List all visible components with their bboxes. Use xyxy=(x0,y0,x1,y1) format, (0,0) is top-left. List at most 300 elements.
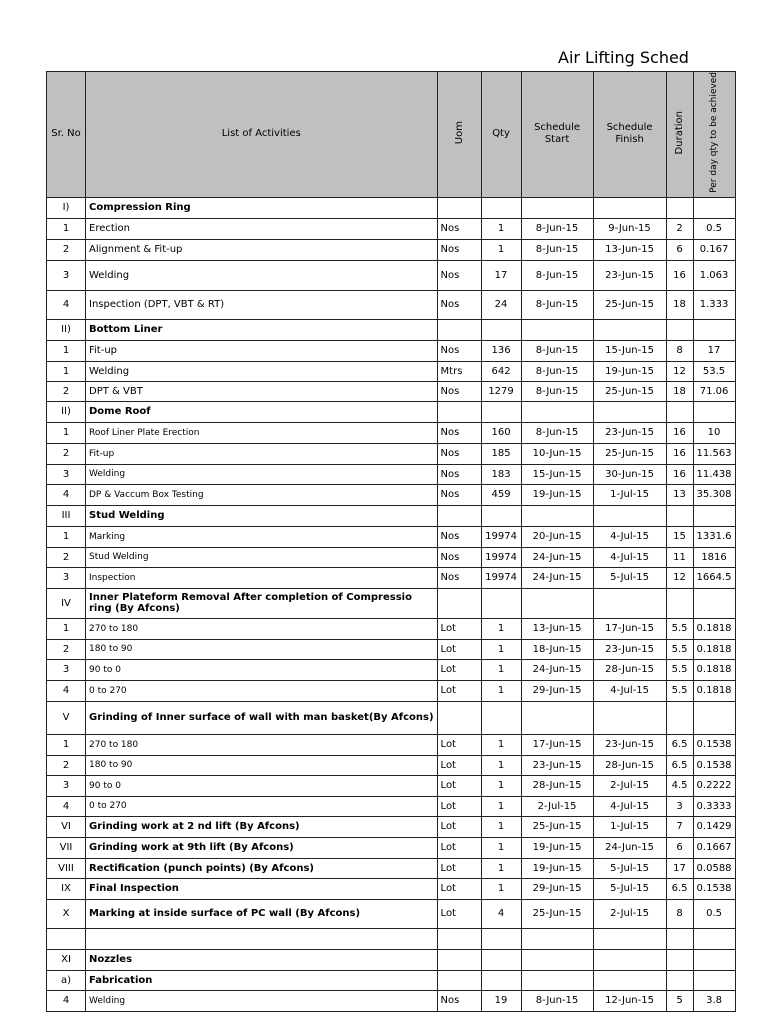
uom-cell: Nos xyxy=(437,567,481,588)
sr-no-cell: 1 xyxy=(47,218,86,239)
table-row xyxy=(47,422,736,443)
per-day-cell: 0.1818 xyxy=(693,680,735,701)
duration-cell xyxy=(666,401,693,422)
sr-no-cell: 1 xyxy=(47,422,86,443)
finish-cell xyxy=(593,949,666,970)
finish-cell: 12-Jun-15 xyxy=(593,990,666,1011)
sr-no-cell: 1 xyxy=(47,340,86,361)
sr-no-cell: 1 xyxy=(47,361,86,381)
section-row xyxy=(47,816,736,837)
table-row xyxy=(47,618,736,639)
table-row xyxy=(47,775,736,796)
qty-cell: 1 xyxy=(481,680,521,701)
table-row xyxy=(47,484,736,505)
finish-cell: 24-Jun-15 xyxy=(593,837,666,858)
per-day-cell: 0.1538 xyxy=(693,878,735,899)
section-row xyxy=(47,505,736,526)
uom-cell: Lot xyxy=(437,796,481,816)
start-cell: 8-Jun-15 xyxy=(521,340,593,361)
finish-cell: 5-Jul-15 xyxy=(593,567,666,588)
per-day-cell xyxy=(693,701,735,734)
activity-cell: Fit-up xyxy=(86,340,438,361)
uom-cell: Lot xyxy=(437,775,481,796)
start-cell: 8-Jun-15 xyxy=(521,381,593,401)
finish-cell: 25-Jun-15 xyxy=(593,381,666,401)
table-row xyxy=(47,361,736,381)
per-day-cell: 0.1538 xyxy=(693,755,735,775)
activity-cell: Rectification (punch points) (By Afcons) xyxy=(86,858,438,878)
activity-cell: Inner Plateform Removal After completion of Compressio ring (By Afcons) xyxy=(86,588,438,618)
activity-cell: Grinding of Inner surface of wall with man basket(By Afcons) xyxy=(86,701,438,734)
start-cell: 24-Jun-15 xyxy=(521,659,593,680)
start-cell: 28-Jun-15 xyxy=(521,775,593,796)
sr-no-cell: 1 xyxy=(47,734,86,755)
uom-cell: Lot xyxy=(437,899,481,928)
activity-cell: Marking at inside surface of PC wall (By Afcons) xyxy=(86,899,438,928)
activity-cell: Grinding work at 9th lift (By Afcons) xyxy=(86,837,438,858)
qty-cell: 642 xyxy=(481,361,521,381)
qty-cell xyxy=(481,505,521,526)
sr-no-cell: 3 xyxy=(47,260,86,290)
sr-no-cell: 2 xyxy=(47,443,86,464)
section-row xyxy=(47,858,736,878)
qty-cell: 24 xyxy=(481,290,521,319)
finish-cell: 5-Jul-15 xyxy=(593,878,666,899)
table-row xyxy=(47,443,736,464)
per-day-cell xyxy=(693,401,735,422)
finish-cell: 5-Jul-15 xyxy=(593,858,666,878)
uom-cell: Nos xyxy=(437,340,481,361)
duration-cell: 16 xyxy=(666,422,693,443)
start-cell: 18-Jun-15 xyxy=(521,639,593,659)
start-cell: 19-Jun-15 xyxy=(521,837,593,858)
activity-cell: 0 to 270 xyxy=(86,796,438,816)
qty-cell: 1 xyxy=(481,639,521,659)
start-cell: 24-Jun-15 xyxy=(521,567,593,588)
start-cell: 8-Jun-15 xyxy=(521,290,593,319)
sr-no-cell: V xyxy=(47,701,86,734)
finish-cell: 4-Jul-15 xyxy=(593,526,666,547)
duration-cell: 6.5 xyxy=(666,734,693,755)
finish-cell xyxy=(593,401,666,422)
uom-cell xyxy=(437,701,481,734)
duration-cell: 5.5 xyxy=(666,680,693,701)
finish-cell: 23-Jun-15 xyxy=(593,260,666,290)
finish-cell: 17-Jun-15 xyxy=(593,618,666,639)
per-day-cell: 0.1429 xyxy=(693,816,735,837)
qty-cell: 1279 xyxy=(481,381,521,401)
uom-cell: Nos xyxy=(437,443,481,464)
finish-cell: 2-Jul-15 xyxy=(593,899,666,928)
qty-cell: 17 xyxy=(481,260,521,290)
table-row xyxy=(47,239,736,260)
header-duration xyxy=(666,72,693,198)
qty-cell xyxy=(481,319,521,340)
per-day-cell: 17 xyxy=(693,340,735,361)
table-row xyxy=(47,755,736,775)
start-cell: 29-Jun-15 xyxy=(521,878,593,899)
duration-cell: 13 xyxy=(666,484,693,505)
finish-cell: 4-Jul-15 xyxy=(593,547,666,567)
table-row xyxy=(47,260,736,290)
start-cell: 24-Jun-15 xyxy=(521,547,593,567)
uom-cell xyxy=(437,970,481,990)
per-day-cell: 0.5 xyxy=(693,899,735,928)
activity-cell: Alignment & Fit-up xyxy=(86,239,438,260)
duration-cell xyxy=(666,970,693,990)
start-cell: 25-Jun-15 xyxy=(521,816,593,837)
sr-no-cell: 3 xyxy=(47,567,86,588)
qty-cell xyxy=(481,701,521,734)
activity-cell: 0 to 270 xyxy=(86,680,438,701)
duration-cell: 11 xyxy=(666,547,693,567)
activity-cell: Roof Liner Plate Erection xyxy=(86,422,438,443)
duration-cell: 5.5 xyxy=(666,639,693,659)
qty-cell: 19974 xyxy=(481,526,521,547)
start-cell xyxy=(521,949,593,970)
start-cell xyxy=(521,401,593,422)
duration-cell xyxy=(666,505,693,526)
per-day-cell: 1664.5 xyxy=(693,567,735,588)
uom-cell xyxy=(437,505,481,526)
activity-cell: 180 to 90 xyxy=(86,639,438,659)
per-day-cell: 0.0588 xyxy=(693,858,735,878)
uom-cell xyxy=(437,928,481,949)
duration-cell: 5.5 xyxy=(666,618,693,639)
table-row xyxy=(47,734,736,755)
duration-cell: 17 xyxy=(666,858,693,878)
activity-cell: Welding xyxy=(86,990,438,1011)
uom-cell: Mtrs xyxy=(437,361,481,381)
finish-cell xyxy=(593,505,666,526)
finish-cell: 1-Jul-15 xyxy=(593,816,666,837)
uom-cell xyxy=(437,949,481,970)
section-row xyxy=(47,878,736,899)
uom-cell: Nos xyxy=(437,290,481,319)
start-cell xyxy=(521,505,593,526)
duration-cell: 6 xyxy=(666,239,693,260)
finish-cell: 25-Jun-15 xyxy=(593,443,666,464)
section-row xyxy=(47,949,736,970)
uom-cell xyxy=(437,319,481,340)
finish-cell xyxy=(593,319,666,340)
start-cell: 17-Jun-15 xyxy=(521,734,593,755)
uom-cell: Lot xyxy=(437,618,481,639)
qty-cell: 1 xyxy=(481,796,521,816)
uom-cell xyxy=(437,197,481,218)
table-row xyxy=(47,290,736,319)
start-cell: 8-Jun-15 xyxy=(521,239,593,260)
table-row xyxy=(47,218,736,239)
sr-no-cell: IV xyxy=(47,588,86,618)
table-row xyxy=(47,381,736,401)
duration-cell: 18 xyxy=(666,290,693,319)
table-row xyxy=(47,928,736,949)
finish-cell: 4-Jul-15 xyxy=(593,680,666,701)
per-day-cell: 0.1818 xyxy=(693,659,735,680)
start-cell xyxy=(521,928,593,949)
sr-no-cell: III xyxy=(47,505,86,526)
sr-no-cell: a) xyxy=(47,970,86,990)
duration-cell xyxy=(666,319,693,340)
activity-cell: Stud Welding xyxy=(86,547,438,567)
finish-cell: 23-Jun-15 xyxy=(593,734,666,755)
sr-no-cell: I) xyxy=(47,197,86,218)
table-row xyxy=(47,464,736,484)
finish-cell: 23-Jun-15 xyxy=(593,639,666,659)
duration-cell: 12 xyxy=(666,361,693,381)
sr-no-cell: 1 xyxy=(47,526,86,547)
activity-cell: Welding xyxy=(86,361,438,381)
activity-cell: Bottom Liner xyxy=(86,319,438,340)
qty-cell: 19974 xyxy=(481,547,521,567)
per-day-cell xyxy=(693,588,735,618)
qty-cell: 1 xyxy=(481,218,521,239)
sr-no-cell: II) xyxy=(47,319,86,340)
finish-cell: 15-Jun-15 xyxy=(593,340,666,361)
qty-cell xyxy=(481,928,521,949)
qty-cell: 1 xyxy=(481,816,521,837)
finish-cell: 1-Jul-15 xyxy=(593,484,666,505)
qty-cell xyxy=(481,970,521,990)
uom-cell: Lot xyxy=(437,680,481,701)
sr-no-cell: 2 xyxy=(47,239,86,260)
duration-cell: 16 xyxy=(666,443,693,464)
uom-cell: Lot xyxy=(437,858,481,878)
qty-cell xyxy=(481,588,521,618)
start-cell xyxy=(521,197,593,218)
header-sr-no: Sr. No xyxy=(47,72,86,198)
per-day-cell: 35.308 xyxy=(693,484,735,505)
sr-no-cell: VIII xyxy=(47,858,86,878)
per-day-cell xyxy=(693,319,735,340)
qty-cell: 1 xyxy=(481,878,521,899)
finish-cell: 30-Jun-15 xyxy=(593,464,666,484)
activity-cell xyxy=(86,928,438,949)
table-row xyxy=(47,659,736,680)
per-day-cell: 71.06 xyxy=(693,381,735,401)
qty-cell: 459 xyxy=(481,484,521,505)
finish-cell: 28-Jun-15 xyxy=(593,755,666,775)
table-row xyxy=(47,526,736,547)
header-uom-label: Uom xyxy=(453,120,465,145)
per-day-cell: 1816 xyxy=(693,547,735,567)
start-cell: 10-Jun-15 xyxy=(521,443,593,464)
per-day-cell: 0.2222 xyxy=(693,775,735,796)
sr-no-cell: 3 xyxy=(47,775,86,796)
activity-cell: Welding xyxy=(86,464,438,484)
duration-cell: 5.5 xyxy=(666,659,693,680)
start-cell: 8-Jun-15 xyxy=(521,260,593,290)
start-cell xyxy=(521,970,593,990)
sr-no-cell: 4 xyxy=(47,680,86,701)
sr-no-cell: 1 xyxy=(47,618,86,639)
sr-no-cell: 4 xyxy=(47,290,86,319)
start-cell: 20-Jun-15 xyxy=(521,526,593,547)
sr-no-cell: IX xyxy=(47,878,86,899)
start-cell: 8-Jun-15 xyxy=(521,218,593,239)
duration-cell: 8 xyxy=(666,899,693,928)
duration-cell: 5 xyxy=(666,990,693,1011)
duration-cell: 7 xyxy=(666,816,693,837)
activity-cell: Dome Roof xyxy=(86,401,438,422)
per-day-cell: 3.8 xyxy=(693,990,735,1011)
uom-cell: Nos xyxy=(437,218,481,239)
section-row xyxy=(47,197,736,218)
qty-cell: 1 xyxy=(481,837,521,858)
per-day-cell: 53.5 xyxy=(693,361,735,381)
uom-cell: Nos xyxy=(437,464,481,484)
finish-cell: 23-Jun-15 xyxy=(593,422,666,443)
section-row xyxy=(47,899,736,928)
sr-no-cell: 2 xyxy=(47,755,86,775)
per-day-cell: 11.438 xyxy=(693,464,735,484)
qty-cell: 1 xyxy=(481,659,521,680)
activity-cell: Grinding work at 2 nd lift (By Afcons) xyxy=(86,816,438,837)
per-day-cell: 0.1667 xyxy=(693,837,735,858)
start-cell xyxy=(521,588,593,618)
finish-cell: 13-Jun-15 xyxy=(593,239,666,260)
activity-cell: Final Inspection xyxy=(86,878,438,899)
duration-cell: 6.5 xyxy=(666,878,693,899)
uom-cell: Nos xyxy=(437,422,481,443)
finish-cell: 2-Jul-15 xyxy=(593,775,666,796)
sr-no-cell: XI xyxy=(47,949,86,970)
sr-no-cell: 2 xyxy=(47,547,86,567)
start-cell xyxy=(521,701,593,734)
duration-cell xyxy=(666,588,693,618)
uom-cell: Nos xyxy=(437,381,481,401)
header-qty: Qty xyxy=(481,72,521,198)
qty-cell: 4 xyxy=(481,899,521,928)
activity-cell: Stud Welding xyxy=(86,505,438,526)
uom-cell: Nos xyxy=(437,239,481,260)
finish-cell xyxy=(593,928,666,949)
duration-cell: 6 xyxy=(666,837,693,858)
qty-cell: 1 xyxy=(481,618,521,639)
header-duration-label: Duration xyxy=(674,110,686,155)
per-day-cell xyxy=(693,505,735,526)
duration-cell xyxy=(666,928,693,949)
header-row xyxy=(47,72,736,198)
sr-no-cell: 2 xyxy=(47,381,86,401)
duration-cell: 15 xyxy=(666,526,693,547)
table-row xyxy=(47,547,736,567)
sr-no-cell: 4 xyxy=(47,990,86,1011)
uom-cell: Nos xyxy=(437,526,481,547)
finish-cell xyxy=(593,588,666,618)
start-cell: 8-Jun-15 xyxy=(521,422,593,443)
activity-cell: Nozzles xyxy=(86,949,438,970)
per-day-cell xyxy=(693,197,735,218)
activity-cell: 90 to 0 xyxy=(86,775,438,796)
finish-cell xyxy=(593,970,666,990)
uom-cell xyxy=(437,401,481,422)
qty-cell: 19 xyxy=(481,990,521,1011)
duration-cell xyxy=(666,197,693,218)
sr-no-cell: X xyxy=(47,899,86,928)
sr-no-cell: VI xyxy=(47,816,86,837)
uom-cell: Lot xyxy=(437,755,481,775)
header-uom xyxy=(437,72,481,198)
sr-no-cell: 3 xyxy=(47,659,86,680)
per-day-cell: 0.1538 xyxy=(693,734,735,755)
section-row xyxy=(47,970,736,990)
duration-cell: 16 xyxy=(666,260,693,290)
uom-cell: Lot xyxy=(437,639,481,659)
qty-cell: 1 xyxy=(481,858,521,878)
table-row xyxy=(47,639,736,659)
activity-cell: 180 to 90 xyxy=(86,755,438,775)
per-day-cell: 10 xyxy=(693,422,735,443)
finish-cell: 9-Jun-15 xyxy=(593,218,666,239)
qty-cell: 1 xyxy=(481,755,521,775)
section-row xyxy=(47,588,736,618)
duration-cell xyxy=(666,949,693,970)
qty-cell: 183 xyxy=(481,464,521,484)
per-day-cell: 1.333 xyxy=(693,290,735,319)
sr-no-cell: 2 xyxy=(47,639,86,659)
header-activities: List of Activities xyxy=(86,72,438,198)
qty-cell xyxy=(481,401,521,422)
qty-cell: 1 xyxy=(481,775,521,796)
start-cell: 19-Jun-15 xyxy=(521,484,593,505)
start-cell: 29-Jun-15 xyxy=(521,680,593,701)
uom-cell: Nos xyxy=(437,990,481,1011)
duration-cell: 3 xyxy=(666,796,693,816)
header-schedule-start: Schedule Start xyxy=(521,72,593,198)
finish-cell: 25-Jun-15 xyxy=(593,290,666,319)
duration-cell: 8 xyxy=(666,340,693,361)
duration-cell: 18 xyxy=(666,381,693,401)
qty-cell xyxy=(481,949,521,970)
uom-cell xyxy=(437,588,481,618)
sr-no-cell: 3 xyxy=(47,464,86,484)
activity-cell: Inspection xyxy=(86,567,438,588)
activity-cell: 270 to 180 xyxy=(86,734,438,755)
finish-cell: 28-Jun-15 xyxy=(593,659,666,680)
qty-cell: 19974 xyxy=(481,567,521,588)
duration-cell: 12 xyxy=(666,567,693,588)
table-row xyxy=(47,990,736,1011)
sr-no-cell: VII xyxy=(47,837,86,858)
qty-cell: 185 xyxy=(481,443,521,464)
finish-cell xyxy=(593,701,666,734)
header-per-day-label: Per day qty to be achieved xyxy=(708,72,719,193)
per-day-cell: 0.3333 xyxy=(693,796,735,816)
header-schedule-finish: Schedule Finish xyxy=(593,72,666,198)
activity-cell: 90 to 0 xyxy=(86,659,438,680)
per-day-cell: 0.1818 xyxy=(693,639,735,659)
section-row xyxy=(47,319,736,340)
qty-cell: 1 xyxy=(481,734,521,755)
activity-cell: 270 to 180 xyxy=(86,618,438,639)
table-row xyxy=(47,567,736,588)
table-row xyxy=(47,340,736,361)
activity-cell: Fit-up xyxy=(86,443,438,464)
start-cell: 8-Jun-15 xyxy=(521,361,593,381)
activity-cell: Marking xyxy=(86,526,438,547)
start-cell: 15-Jun-15 xyxy=(521,464,593,484)
duration-cell: 16 xyxy=(666,464,693,484)
uom-cell: Lot xyxy=(437,734,481,755)
per-day-cell: 1331.6 xyxy=(693,526,735,547)
start-cell: 25-Jun-15 xyxy=(521,899,593,928)
uom-cell: Lot xyxy=(437,659,481,680)
start-cell: 23-Jun-15 xyxy=(521,755,593,775)
qty-cell: 160 xyxy=(481,422,521,443)
duration-cell: 2 xyxy=(666,218,693,239)
